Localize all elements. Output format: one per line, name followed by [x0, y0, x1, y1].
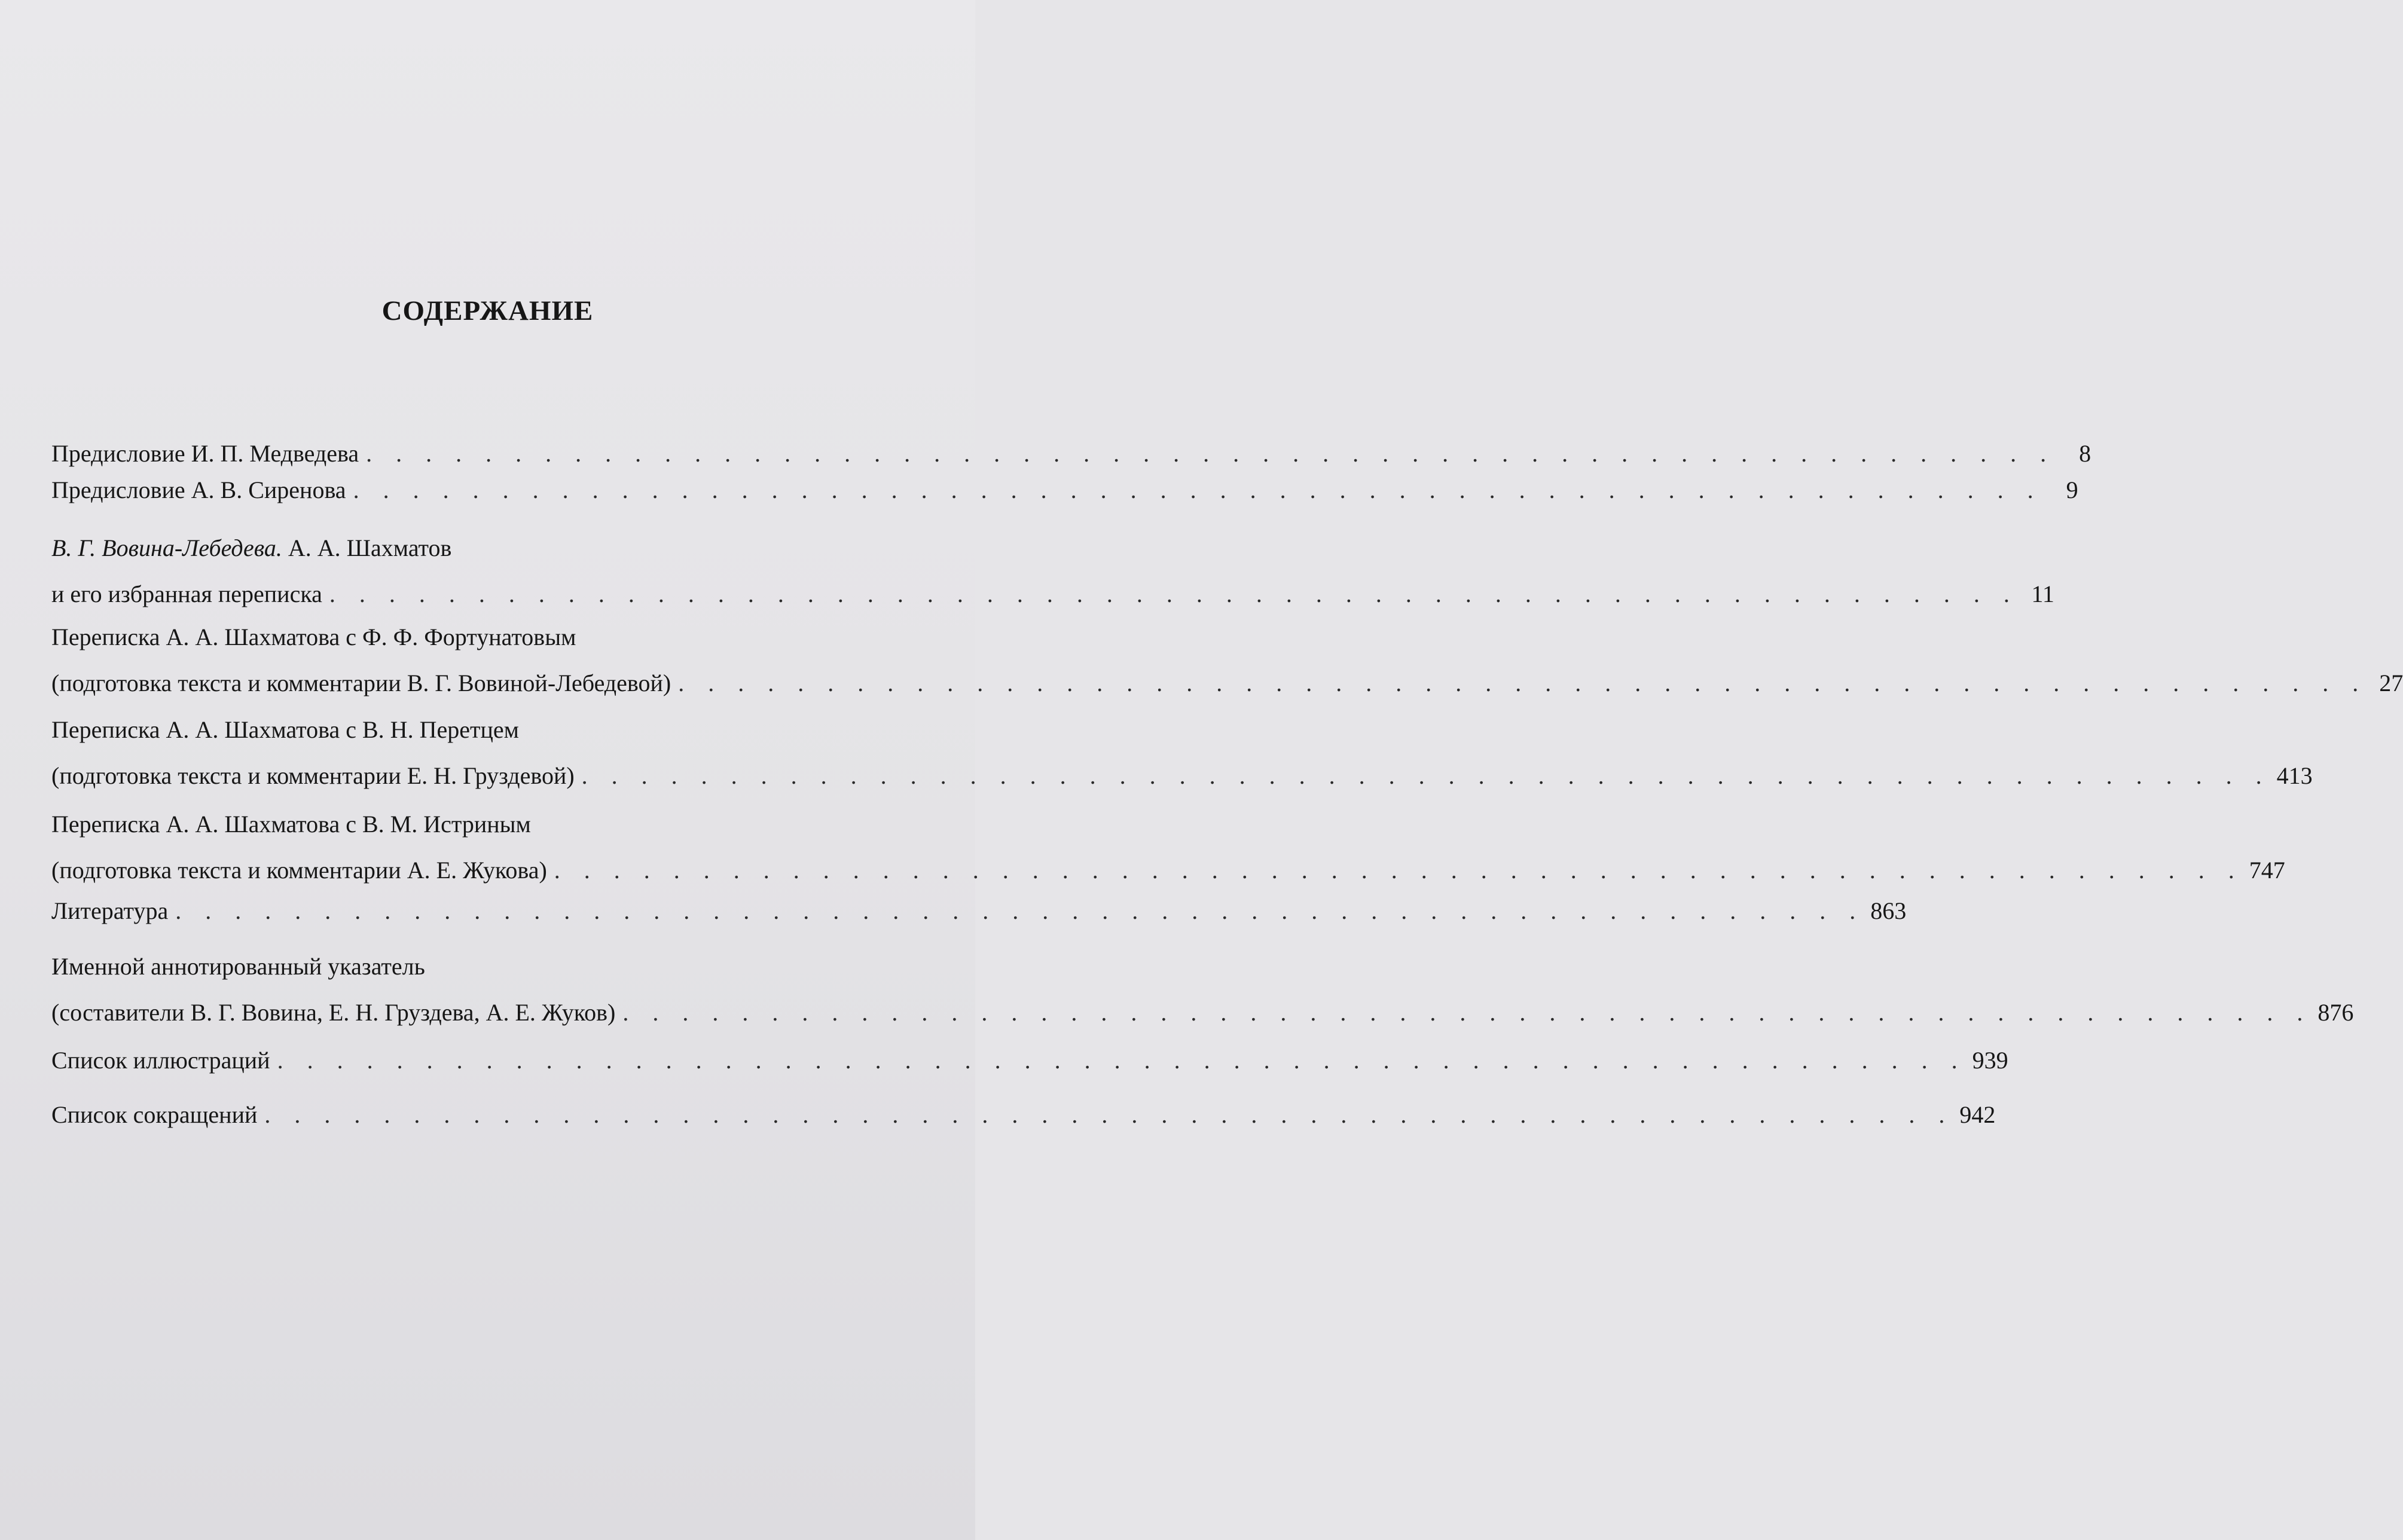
toc-line	[51, 533, 872, 564]
toc-line	[51, 1099, 1996, 1130]
toc-page-number: 747	[2249, 857, 2285, 884]
toc-entry-preface-medvedev	[51, 438, 2091, 469]
toc-entry-title: Список сокращений	[51, 1101, 258, 1128]
toc-line	[51, 809, 872, 840]
dot-leader: . . . . . . . . . . . . . . . . . . . . . . . . . . . . . . . . . . . . . . . . . . . . . . . . . . . . . . . . .	[581, 762, 2271, 789]
toc-entry-title-continued: (составители В. Г. Вовина, Е. Н. Груздева, А. Е. Жуков)	[51, 999, 616, 1026]
toc-page-number: 9	[2066, 476, 2078, 503]
toc-entry-correspondence-peretts	[51, 714, 2313, 792]
dot-leader: . . . . . . . . . . . . . . . . . . . . . . . . . . . . . . . . . . . . . . . . . . . . . . . . . . . . . . . . .	[622, 999, 2312, 1026]
toc-entry-abbreviations-list	[51, 1099, 1996, 1130]
dot-leader: . . . . . . . . . . . . . . . . . . . . . . . . . . . . . . . . . . . . . . . . . . . . . . . . . . . . . . . . .	[353, 476, 2042, 503]
toc-entry-title	[51, 533, 451, 564]
toc-line	[51, 855, 2285, 886]
toc-page-number: 8	[2079, 440, 2091, 467]
toc-line	[51, 579, 2054, 610]
toc-line	[51, 622, 872, 653]
toc-entry-title: Предисловие А. В. Сиренова	[51, 476, 346, 503]
toc-entry-title: Именной аннотированный указатель	[51, 953, 425, 980]
toc-entry-title-text: А. А. Шахматов	[288, 534, 452, 561]
toc-entry-title: Переписка А. А. Шахматова с В. М. Истриным	[51, 811, 531, 838]
page-title: СОДЕРЖАНИЕ	[381, 295, 594, 326]
toc-entry-title: Список иллюстраций	[51, 1047, 270, 1074]
toc-entry-author: В. Г. Вовина-Лебедева.	[51, 534, 282, 561]
toc-line	[51, 896, 1907, 927]
toc-entry-title: Предисловие И. П. Медведева	[51, 440, 359, 467]
toc-line	[51, 951, 872, 982]
toc-entry-title: Переписка А. А. Шахматова с Ф. Ф. Фортунатовым	[51, 624, 576, 650]
toc-line	[51, 668, 2403, 699]
toc-entry-correspondence-istrin	[51, 809, 2285, 886]
toc-page-number: 939	[1972, 1047, 2008, 1074]
toc-line	[51, 760, 2313, 792]
dot-leader: . . . . . . . . . . . . . . . . . . . . . . . . . . . . . . . . . . . . . . . . . . . . . . . . . . . . . . . . .	[277, 1047, 1967, 1074]
toc-line	[51, 1045, 2008, 1076]
toc-line	[51, 438, 2091, 469]
toc-entry-title-continued: (подготовка текста и комментарии А. Е. Жукова)	[51, 857, 547, 884]
dot-leader: . . . . . . . . . . . . . . . . . . . . . . . . . . . . . . . . . . . . . . . . . . . . . . . . . . . . . . . . .	[329, 580, 2019, 607]
toc-entry-title-continued: (подготовка текста и комментарии Е. Н. Груздевой)	[51, 762, 575, 789]
toc-page-number: 413	[2276, 762, 2313, 789]
toc-line	[51, 714, 872, 745]
toc-entry-literature	[51, 896, 1907, 927]
toc-entry-title: Переписка А. А. Шахматова с В. Н. Перетцем	[51, 716, 519, 743]
toc-entry-correspondence-fortunatov	[51, 622, 2403, 699]
toc-entry-title-continued: (подготовка текста и комментарии В. Г. Вовиной-Лебедевой)	[51, 670, 671, 696]
toc-line	[51, 997, 2354, 1028]
toc-entry-vovina-essay	[51, 533, 2054, 610]
toc-entry-preface-sirenov	[51, 475, 2078, 506]
dot-leader: . . . . . . . . . . . . . . . . . . . . . . . . . . . . . . . . . . . . . . . . . . . . . . . . . . . . . . . . .	[175, 897, 1865, 924]
toc-page-number: 11	[2031, 580, 2054, 607]
toc-entry-illustrations-list	[51, 1045, 2008, 1076]
toc-entry-title: Литература	[51, 897, 169, 924]
toc-entry-title-continued: и его избранная переписка	[51, 580, 322, 607]
dot-leader: . . . . . . . . . . . . . . . . . . . . . . . . . . . . . . . . . . . . . . . . . . . . . . . . . . . . . . . . .	[366, 440, 2056, 467]
toc-page-number: 27	[2379, 670, 2403, 696]
toc-page-number: 942	[1959, 1101, 1996, 1128]
toc-page-number: 863	[1870, 897, 1907, 924]
dot-leader: . . . . . . . . . . . . . . . . . . . . . . . . . . . . . . . . . . . . . . . . . . . . . . . . . . . . . . . . .	[678, 670, 2368, 696]
dot-leader: . . . . . . . . . . . . . . . . . . . . . . . . . . . . . . . . . . . . . . . . . . . . . . . . . . . . . . . . .	[554, 857, 2243, 884]
dot-leader: . . . . . . . . . . . . . . . . . . . . . . . . . . . . . . . . . . . . . . . . . . . . . . . . . . . . . . . . .	[264, 1101, 1954, 1128]
toc-entry-name-index	[51, 951, 2354, 1028]
toc-line	[51, 475, 2078, 506]
toc-page-number: 876	[2317, 999, 2354, 1026]
